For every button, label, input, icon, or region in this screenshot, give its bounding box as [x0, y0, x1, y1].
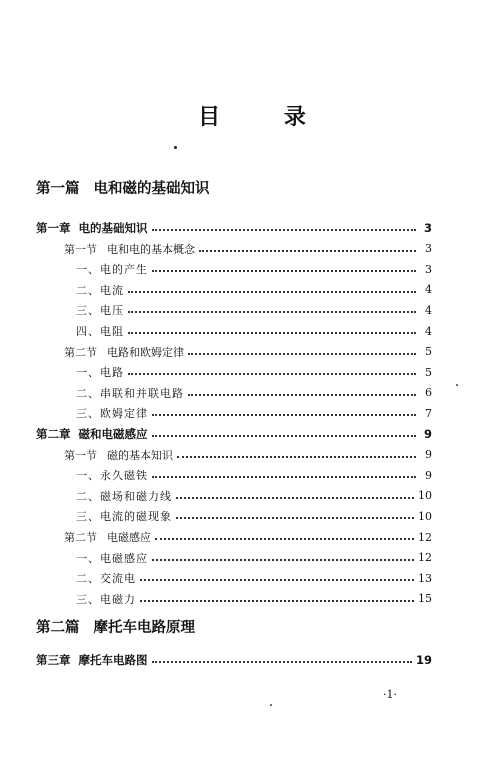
toc-entry-label	[36, 652, 148, 668]
toc-entry-title: 电路和欧姆定律	[107, 345, 184, 359]
toc-item-row	[36, 260, 432, 278]
toc-item-row	[36, 507, 432, 525]
toc-entry-label	[36, 570, 136, 586]
toc-entry-title: 一、永久磁铁	[76, 469, 148, 483]
toc-page-number: 15	[418, 592, 432, 606]
toc-entry-label	[36, 591, 136, 607]
toc-entry-label	[36, 508, 172, 524]
toc-entry-label	[36, 220, 148, 236]
dot-leader	[140, 579, 414, 581]
toc-entry-title: 一、电磁感应	[76, 551, 148, 565]
toc-entry-title: 四、电阻	[76, 325, 124, 338]
dot-leader	[128, 373, 416, 375]
dot-leader	[152, 435, 417, 437]
toc-entry-title: 一、电的产生	[76, 263, 148, 277]
toc-chapter-row	[36, 425, 432, 443]
page-title: 目 录	[198, 105, 334, 130]
print-speck	[174, 146, 177, 149]
toc-entry-number: 第二章	[36, 427, 71, 441]
toc-entry-label	[36, 344, 184, 360]
toc-entry-number: 第二节	[64, 531, 97, 544]
toc-entry-number: 第一章	[36, 221, 71, 235]
toc-entry-title: 一、电路	[76, 366, 124, 380]
part-title: 摩托车电路原理	[93, 620, 195, 636]
toc-page-number: 9	[425, 448, 432, 462]
page-number: ·1·	[383, 688, 397, 701]
toc-entry-number: 第一节	[64, 448, 97, 462]
toc-item-row	[36, 384, 432, 402]
toc-entry-title: 三、电流的磁现象	[76, 510, 172, 524]
toc-entry-title: 磁和电磁感应	[78, 427, 148, 441]
part-title: 电和磁的基础知识	[93, 181, 210, 197]
dot-leader	[128, 311, 416, 313]
toc-entry-label	[36, 426, 148, 442]
toc-page-number: 9	[423, 427, 432, 441]
toc-page-number: 10	[418, 489, 432, 503]
dot-leader	[152, 414, 416, 416]
toc-item-row	[36, 404, 432, 422]
toc-item-row	[36, 322, 432, 340]
toc-entry-label	[36, 385, 184, 401]
dot-leader	[152, 476, 416, 478]
toc-entry-title: 电和电的基本概念	[107, 242, 195, 256]
toc-entry-number: 第二节	[64, 345, 97, 359]
toc-section-row	[36, 528, 432, 546]
toc-entry-number: 第一节	[64, 242, 97, 256]
toc-page-number: 3	[423, 221, 432, 235]
toc-entry-label	[36, 323, 124, 339]
toc-item-row	[36, 466, 432, 484]
toc-entry-label	[36, 282, 124, 298]
toc-entry-label	[36, 550, 148, 566]
part-number: 第二篇	[36, 620, 80, 636]
toc-item-row	[36, 590, 432, 608]
dot-leader	[152, 661, 412, 663]
toc-item-row	[36, 281, 432, 299]
dot-leader	[177, 456, 416, 458]
toc-entry-label	[36, 488, 172, 504]
toc-entry-title: 二、磁场和磁力线	[76, 489, 172, 503]
dot-leader	[188, 353, 416, 355]
toc-entry-label	[36, 261, 148, 277]
dot-leader	[176, 497, 414, 499]
toc-page-number: 4	[425, 283, 432, 297]
dot-leader	[128, 291, 416, 293]
toc-section-row	[36, 240, 432, 258]
dot-leader	[155, 538, 414, 540]
toc-entry-title: 磁的基本知识	[107, 448, 173, 462]
part-heading	[36, 177, 210, 198]
toc-page-number: 5	[425, 345, 432, 359]
toc-page-number: 4	[425, 303, 432, 317]
toc-entry-title: 三、欧姆定律	[76, 407, 148, 421]
toc-entry-title: 二、交流电	[76, 572, 136, 586]
toc-entry-label	[36, 529, 151, 545]
toc-page-number: 3	[425, 262, 432, 276]
toc-page-number: 6	[425, 386, 432, 400]
print-speck	[270, 704, 272, 706]
print-speck	[456, 384, 458, 386]
toc-item-row	[36, 363, 432, 381]
toc-item-row	[36, 301, 432, 319]
toc-entry-number: 第三章	[36, 653, 71, 667]
dot-leader	[140, 600, 414, 602]
part-heading	[36, 616, 195, 637]
dot-leader	[176, 517, 414, 519]
toc-entry-title: 二、串联和并联电路	[76, 386, 184, 400]
toc-entry-label	[36, 447, 173, 463]
toc-entry-label	[36, 302, 124, 318]
toc-entry-label	[36, 467, 148, 483]
toc-page-number: 19	[415, 653, 432, 667]
toc-entry-title: 三、电压	[76, 304, 124, 318]
dot-leader	[188, 394, 416, 396]
toc-page-number: 7	[425, 406, 432, 420]
toc-entry-label	[36, 241, 195, 257]
toc-section-row	[36, 343, 432, 361]
toc-page-number: 5	[425, 365, 432, 379]
toc-chapter-row	[36, 651, 432, 669]
toc-item-row	[36, 569, 432, 587]
part-number: 第一篇	[36, 181, 80, 197]
toc-entry-title: 三、电磁力	[76, 592, 136, 606]
dot-leader	[152, 270, 416, 272]
toc-page-number: 12	[418, 551, 432, 565]
toc-item-row	[36, 487, 432, 505]
toc-entry-title: 电磁感应	[107, 531, 151, 544]
toc-entry-title: 电的基础知识	[78, 221, 148, 235]
toc-chapter-row	[36, 219, 432, 237]
toc-page-number: 12	[418, 530, 432, 544]
toc-entry-label	[36, 405, 148, 421]
dot-leader	[128, 332, 416, 334]
toc-entry-title: 摩托车电路图	[78, 653, 148, 667]
toc-page-number: 13	[418, 571, 432, 585]
toc-entry-label	[36, 364, 124, 380]
dot-leader	[199, 250, 416, 252]
dot-leader	[152, 229, 417, 231]
toc-page-number: 3	[425, 242, 432, 256]
dot-leader	[152, 559, 414, 561]
toc-page-number: 10	[418, 509, 432, 523]
toc-section-row	[36, 446, 432, 464]
toc-page-number: 4	[425, 324, 432, 338]
toc-entry-title: 二、电流	[76, 283, 124, 297]
toc-item-row	[36, 549, 432, 567]
toc-page-number: 9	[425, 468, 432, 482]
